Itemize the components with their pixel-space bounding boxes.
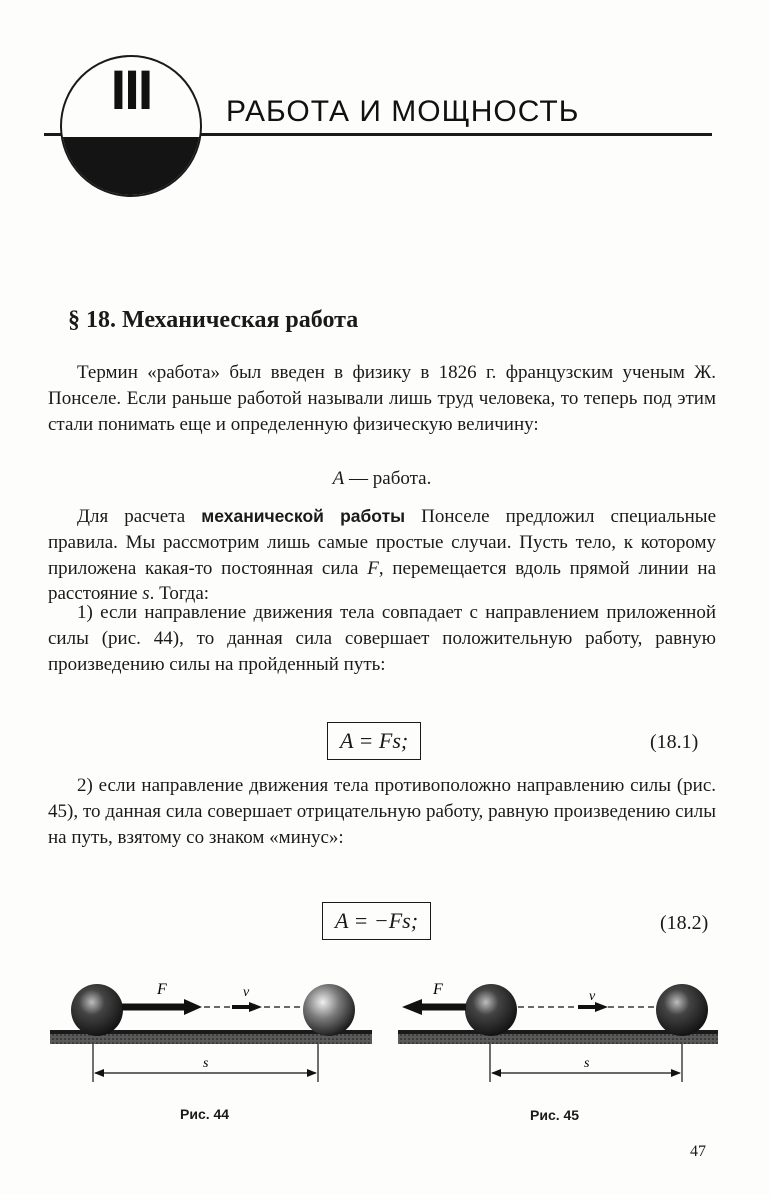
definition-symbol: A xyxy=(332,468,345,489)
fig44-dim-arrow-left xyxy=(94,1069,104,1077)
figure-45-caption: Рис. 45 xyxy=(530,1107,580,1123)
fig45-dim-arrow-left xyxy=(491,1069,501,1077)
fig44-force-label: F xyxy=(157,981,167,998)
fig44-dim-arrow-right xyxy=(307,1069,317,1077)
chapter-emblem-fill xyxy=(62,137,200,197)
fig45-force-arrow-head xyxy=(402,999,422,1015)
formula-18-1: A = Fs; xyxy=(327,722,421,760)
definition-text: — работа. xyxy=(344,468,432,489)
paragraph-intro: Термин «работа» был введен в физику в 1826 г. французским ученым Ж. Понселе. Если раньше работой называли лишь труд человека, то теперь под этим стали понимать еще и определенную физическую величину: xyxy=(48,362,716,435)
figure-44 xyxy=(50,981,372,1082)
p2-mid: Понселе предложил специальные правила. Мы рассмотрим лишь самые простые случаи. Пусть тело, к которому приложена какая-то постоянная сила xyxy=(48,506,717,579)
fig45-velocity-arrow-head xyxy=(595,1002,608,1012)
fig44-distance-label: s xyxy=(203,1056,209,1071)
fig44-force-arrow-head xyxy=(184,999,202,1015)
fig45-ball-end xyxy=(656,984,708,1036)
fig45-velocity-label: v xyxy=(589,989,596,1004)
paragraph-rules xyxy=(48,504,716,607)
p2-force-symbol: F xyxy=(367,557,379,579)
section-title: § 18. Механическая работа xyxy=(68,307,359,333)
p2-end: . Тогда: xyxy=(149,583,210,605)
definition-line xyxy=(48,466,716,492)
figure-44-caption: Рис. 44 xyxy=(180,1106,230,1122)
fig44-velocity-arrow-head xyxy=(249,1002,262,1012)
fig45-dim-arrow-right xyxy=(671,1069,681,1077)
equation-number-18-1: (18.1) xyxy=(650,731,699,753)
p2-distance-symbol: s xyxy=(142,583,150,605)
equation-number-18-2: (18.2) xyxy=(660,912,709,934)
paragraph-case-positive: 1) если направление движения тела совпадает с направлением приложенной силы (рис. 44), то данная сила совершает положительную работу, равную произведению силы на пройденный путь: xyxy=(48,602,716,675)
chapter-title: РАБОТА И МОЩНОСТЬ xyxy=(226,95,580,128)
fig44-velocity-label: v xyxy=(243,985,250,1000)
fig45-distance-label: s xyxy=(584,1056,590,1071)
chapter-number: III xyxy=(110,58,152,121)
fig44-ball-start xyxy=(71,984,123,1036)
fig45-ball-start xyxy=(465,984,517,1036)
paragraph-case-negative: 2) если направление движения тела противоположно направлению силы (рис. 45), то данная сила совершает отрицательную работу, равную произведению силы на путь, взятому со знаком «минус»: xyxy=(48,775,716,848)
p2-start: Для расчета xyxy=(77,506,202,527)
figure-45 xyxy=(398,981,718,1082)
p2-mid2: , перемещается вдоль прямой линии на расстояние xyxy=(48,557,717,605)
fig44-ball-end xyxy=(303,984,355,1036)
term-mechanical-work: механической работы xyxy=(201,506,406,526)
page-number: 47 xyxy=(690,1143,706,1160)
fig45-force-label: F xyxy=(433,981,443,998)
formula-18-2: A = −Fs; xyxy=(322,902,431,940)
figures-svg xyxy=(0,970,770,1100)
